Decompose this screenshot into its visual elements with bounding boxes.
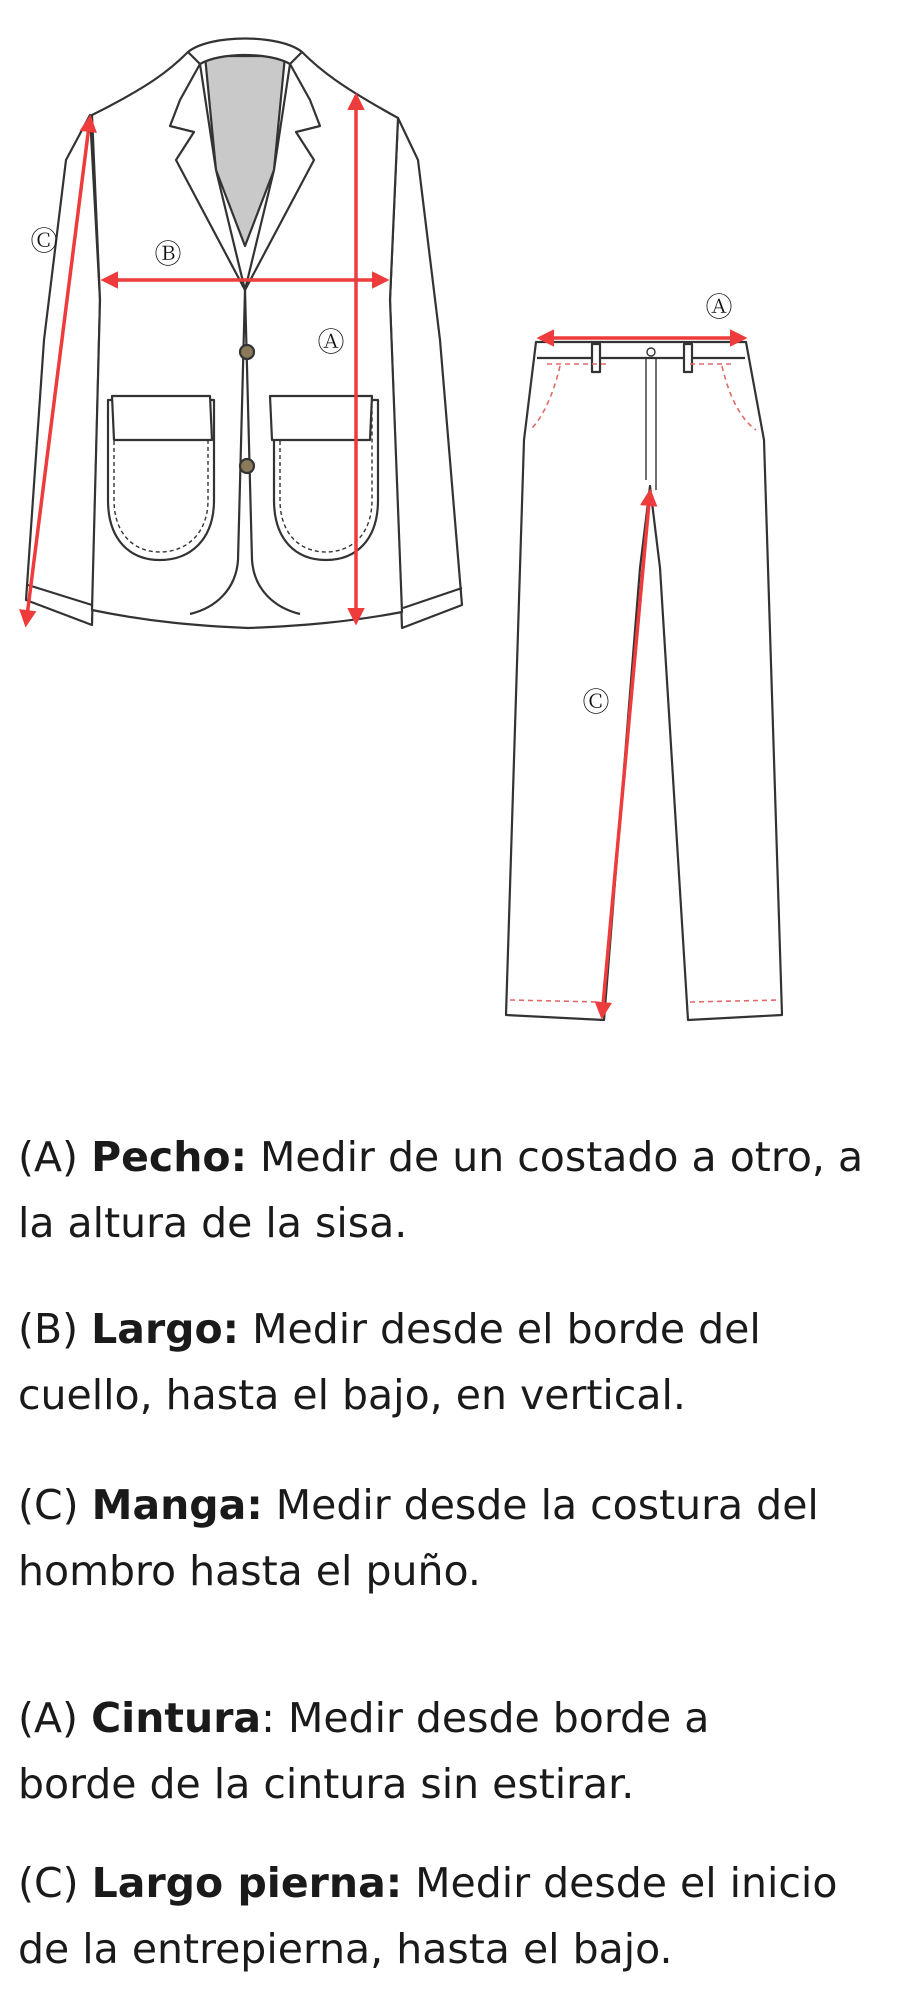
jacket-right-sleeve — [390, 118, 462, 628]
desc-term: Manga: — [91, 1481, 263, 1529]
desc-cintura: (A) Cintura: Medir desde borde a borde de la cintura sin estirar. — [18, 1694, 710, 1808]
jacket-illustration — [26, 39, 462, 629]
pants-outline — [506, 342, 782, 1020]
pants-label-c: Ⓒ — [582, 687, 610, 719]
jacket-label-c: Ⓒ — [30, 226, 58, 258]
desc-term: Pecho: — [91, 1133, 247, 1181]
pants-label-a: Ⓐ — [705, 292, 733, 324]
desc-term: Cintura — [91, 1694, 262, 1742]
desc-term: Largo pierna: — [91, 1859, 403, 1907]
desc-largo: (B) Largo: Medir desde el borde del cuello, hasta el bajo, en vertical. — [18, 1305, 761, 1419]
desc-largo-pierna: (C) Largo pierna: Medir desde el inicio de la entrepierna, hasta el bajo. — [18, 1859, 838, 1973]
desc-term: Largo: — [91, 1305, 240, 1353]
jacket-button-top — [240, 345, 254, 359]
jacket-label-b: Ⓑ — [154, 239, 182, 271]
desc-manga: (C) Manga: Medir desde la costura del hombro hasta el puño. — [18, 1481, 819, 1595]
desc-pecho: (A) Pecho: Medir de un costado a otro, a la altura de la sisa. — [18, 1133, 864, 1247]
pants-illustration — [506, 342, 782, 1020]
jacket-left-flap — [112, 396, 212, 440]
jacket-button-bottom — [240, 459, 254, 473]
jacket-label-a: Ⓐ — [317, 327, 345, 359]
